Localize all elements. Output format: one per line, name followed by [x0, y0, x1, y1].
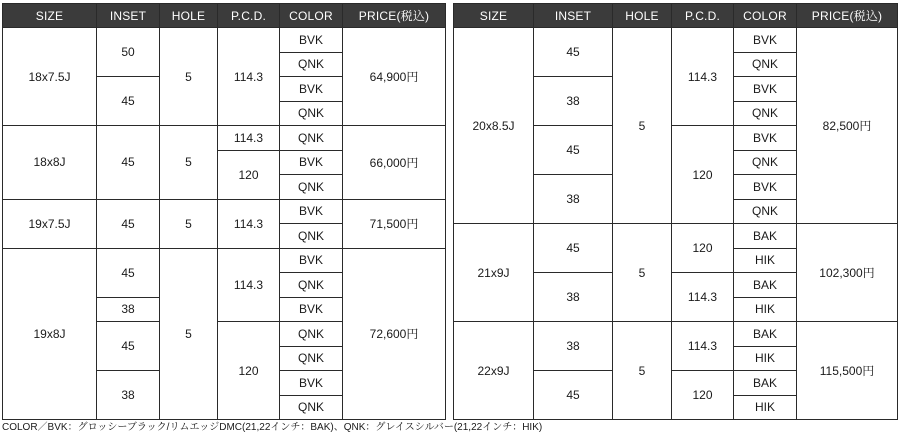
price-cell: 102,300円 [797, 224, 898, 322]
color-cell: BVK [734, 28, 797, 53]
color-cell: BVK [734, 77, 797, 102]
price-cell: 66,000円 [343, 126, 446, 200]
table-row [3, 28, 446, 53]
header-hole: HOLE [613, 4, 672, 28]
pcd-cell: 114.3 [672, 273, 734, 322]
color-cell: BVK [280, 371, 343, 396]
hole-cell: 5 [160, 248, 218, 420]
hole-cell: 5 [160, 199, 218, 248]
color-cell: HIK [734, 346, 797, 371]
color-cell: BVK [280, 77, 343, 102]
color-cell: QNK [734, 150, 797, 175]
color-cell: QNK [280, 101, 343, 126]
header-pcd: P.C.D. [218, 4, 280, 28]
header-hole: HOLE [160, 4, 218, 28]
color-cell: QNK [280, 346, 343, 371]
inset-cell: 45 [534, 224, 613, 273]
color-cell: QNK [734, 52, 797, 77]
hole-cell: 5 [613, 28, 672, 224]
inset-cell: 45 [97, 248, 160, 297]
pcd-cell: 114.3 [218, 28, 280, 126]
color-cell: QNK [280, 395, 343, 420]
color-cell: QNK [734, 101, 797, 126]
color-cell: HIK [734, 297, 797, 322]
inset-cell: 45 [534, 126, 613, 175]
color-cell: BVK [280, 248, 343, 273]
color-cell: BVK [734, 175, 797, 200]
pcd-cell: 120 [672, 224, 734, 273]
inset-cell: 45 [97, 199, 160, 248]
color-cell: BVK [734, 126, 797, 151]
color-footnote: COLOR／BVK：グロッシーブラック/リムエッジDMC(21,22インチ：BAK)、QNK：グレイスシルバー(21,22インチ：HIK) [2, 422, 543, 433]
color-cell: QNK [280, 322, 343, 347]
table-row [454, 322, 898, 347]
header-price: PRICE(税込) [343, 4, 446, 28]
size-cell: 18x7.5J [3, 28, 97, 126]
price-cell: 115,500円 [797, 322, 898, 420]
color-cell: QNK [280, 52, 343, 77]
hole-cell: 5 [160, 126, 218, 200]
header-size: SIZE [454, 4, 534, 28]
pcd-cell: 120 [218, 150, 280, 199]
inset-cell: 45 [534, 371, 613, 420]
inset-cell: 50 [97, 28, 160, 77]
pcd-cell: 120 [218, 322, 280, 420]
inset-cell: 38 [534, 77, 613, 126]
table-row [3, 199, 446, 224]
price-cell: 71,500円 [343, 199, 446, 248]
size-cell: 19x8J [3, 248, 97, 420]
color-cell: QNK [734, 199, 797, 224]
color-cell: QNK [280, 273, 343, 298]
size-cell: 18x8J [3, 126, 97, 200]
table-row [3, 248, 446, 273]
color-cell: QNK [280, 224, 343, 249]
color-cell: QNK [280, 126, 343, 151]
inset-cell: 38 [534, 273, 613, 322]
inset-cell: 38 [534, 175, 613, 224]
table-row [3, 126, 446, 151]
price-cell: 72,600円 [343, 248, 446, 420]
hole-cell: 5 [613, 224, 672, 322]
price-cell: 64,900円 [343, 28, 446, 126]
hole-cell: 5 [613, 322, 672, 420]
inset-cell: 45 [97, 126, 160, 200]
pcd-cell: 114.3 [672, 322, 734, 371]
header-size: SIZE [3, 4, 97, 28]
pcd-cell: 120 [672, 371, 734, 420]
spec-table-left [2, 3, 446, 420]
header-inset: INSET [534, 4, 613, 28]
header-row [454, 4, 898, 28]
inset-cell: 38 [97, 297, 160, 322]
color-cell: BAK [734, 371, 797, 396]
color-cell: BVK [280, 150, 343, 175]
color-cell: BVK [280, 199, 343, 224]
pcd-cell: 114.3 [218, 126, 280, 151]
pcd-cell: 120 [672, 126, 734, 224]
color-cell: BAK [734, 224, 797, 249]
inset-cell: 38 [97, 371, 160, 420]
color-cell: BVK [280, 28, 343, 53]
color-cell: BAK [734, 322, 797, 347]
color-cell: BVK [280, 297, 343, 322]
size-cell: 21x9J [454, 224, 534, 322]
inset-cell: 45 [97, 322, 160, 371]
inset-cell: 45 [97, 77, 160, 126]
inset-cell: 38 [534, 322, 613, 371]
price-cell: 82,500円 [797, 28, 898, 224]
color-cell: QNK [280, 175, 343, 200]
pcd-cell: 114.3 [672, 28, 734, 126]
color-cell: HIK [734, 248, 797, 273]
header-inset: INSET [97, 4, 160, 28]
header-pcd: P.C.D. [672, 4, 734, 28]
color-cell: BAK [734, 273, 797, 298]
header-price: PRICE(税込) [797, 4, 898, 28]
header-color: COLOR [734, 4, 797, 28]
table-row [454, 28, 898, 53]
size-cell: 19x7.5J [3, 199, 97, 248]
spec-table-right [453, 3, 898, 420]
hole-cell: 5 [160, 28, 218, 126]
inset-cell: 45 [534, 28, 613, 77]
size-cell: 20x8.5J [454, 28, 534, 224]
header-row [3, 4, 446, 28]
size-cell: 22x9J [454, 322, 534, 420]
table-row [454, 224, 898, 249]
header-color: COLOR [280, 4, 343, 28]
color-cell: HIK [734, 395, 797, 420]
pcd-cell: 114.3 [218, 199, 280, 248]
pcd-cell: 114.3 [218, 248, 280, 322]
